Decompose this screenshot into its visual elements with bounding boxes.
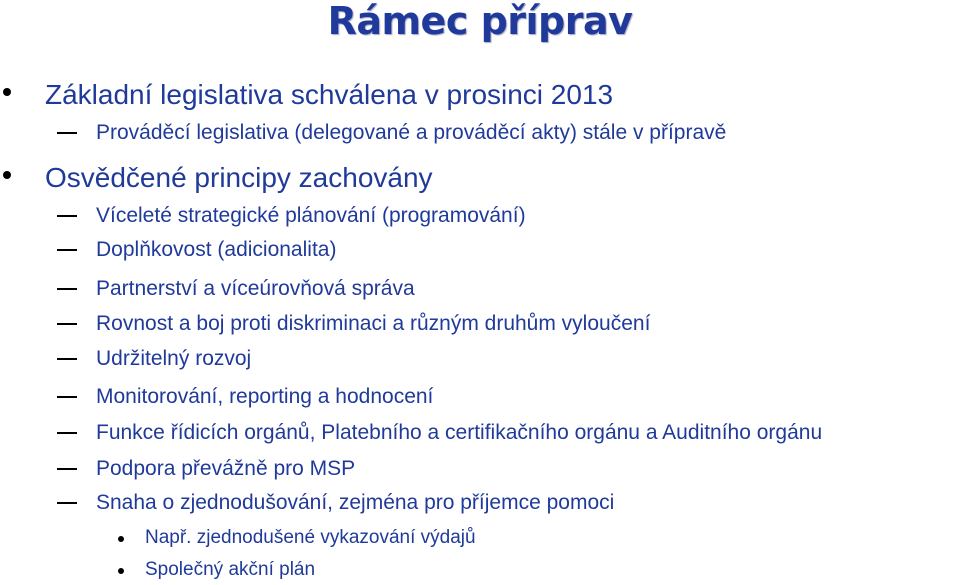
bullet-dot-icon [3, 88, 11, 96]
sub-bullet-text: Víceleté strategické plánování (programování) [96, 204, 526, 227]
dash-icon [57, 288, 77, 290]
small-bullet-dot-icon [118, 568, 124, 574]
dash-icon [57, 432, 77, 434]
sub-bullet-text: Monitorování, reporting a hodnocení [96, 385, 434, 408]
sub-bullet-text: Udržitelný rozvoj [96, 347, 252, 370]
slide-title: Rámec příprav [327, 0, 633, 43]
sub-bullet-text: Podpora převážně pro MSP [96, 457, 356, 480]
sub-bullet-text: Rovnost a boj proti diskriminaci a různým druhům vyloučení [96, 312, 651, 335]
sub-bullet-text: Partnerství a víceúrovňová správa [96, 277, 415, 300]
sub-sub-bullet-text: Např. zjednodušené vykazování výdajů [145, 527, 476, 548]
dash-icon [57, 132, 77, 134]
sub-bullet-text: Prováděcí legislativa (delegované a prováděcí akty) stále v přípravě [96, 121, 727, 144]
dash-icon [57, 502, 77, 504]
dash-icon [57, 249, 77, 251]
bullet-dot-icon [3, 171, 11, 179]
bullet-text: Osvědčené principy zachovány [45, 162, 433, 193]
bullet-text: Základní legislativa schválena v prosinci 2013 [45, 79, 614, 110]
dash-icon [57, 468, 77, 470]
small-bullet-dot-icon [118, 536, 124, 542]
dash-icon [57, 323, 77, 325]
sub-bullet-text: Snaha o zjednodušování, zejména pro příjemce pomoci [96, 491, 615, 514]
sub-bullet-text: Doplňkovost (adicionalita) [96, 238, 337, 261]
dash-icon [57, 215, 77, 217]
dash-icon [57, 358, 77, 360]
dash-icon [57, 396, 77, 398]
sub-bullet-text: Funkce řídicích orgánů, Platebního a certifikačního orgánu a Auditního orgánu [96, 421, 823, 444]
sub-sub-bullet-text: Společný akční plán [145, 559, 316, 580]
